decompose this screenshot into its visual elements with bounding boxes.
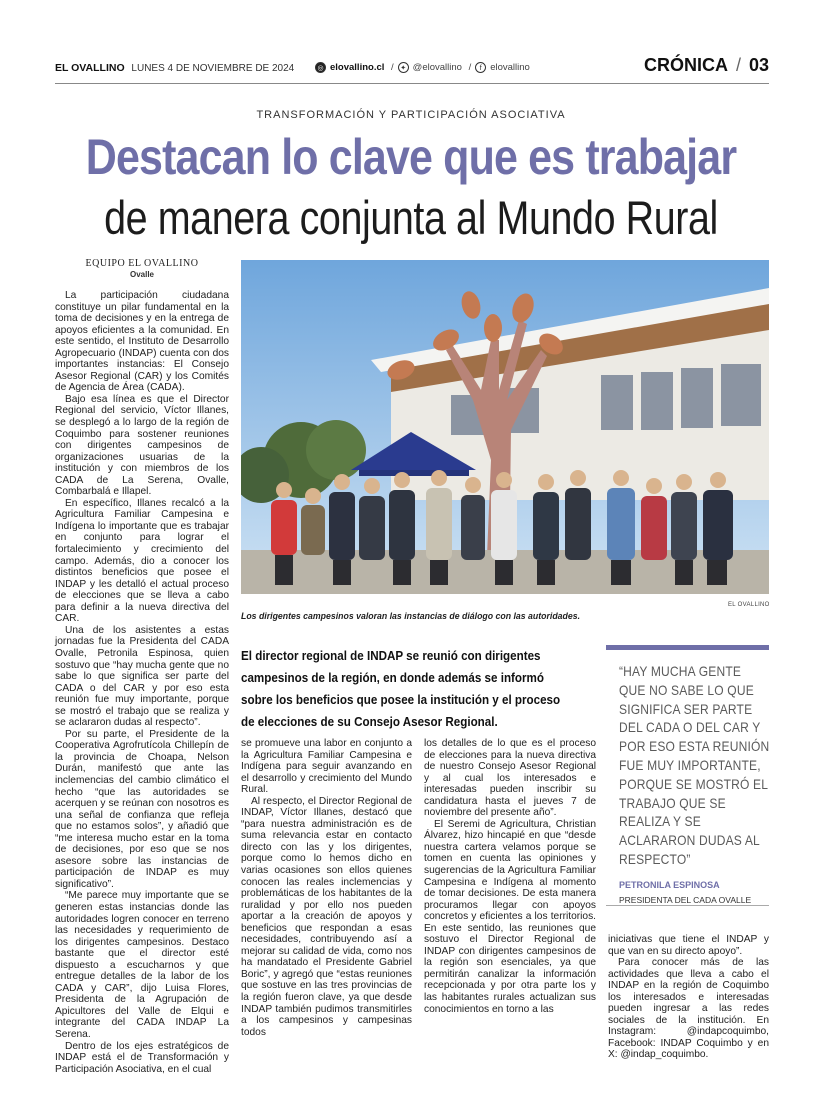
- kicker: TRANSFORMACIÓN Y PARTICIPACIÓN ASOCIATIVA: [256, 109, 566, 121]
- globe-icon: ◎: [315, 62, 326, 73]
- headline-line-1: Destacan lo clave que es trabajar: [85, 129, 737, 185]
- site-link[interactable]: elovallino.cl: [330, 62, 385, 73]
- masthead: [55, 62, 294, 74]
- issue-date: LUNES 4 DE NOVIEMBRE DE 2024: [131, 63, 295, 74]
- facebook-icon: f: [475, 62, 486, 73]
- facebook-handle[interactable]: elovallino: [490, 62, 530, 73]
- paragraph: “Me parece muy importante que se generen estas instancias donde las autoridades logren conocer en terreno las necesidades y requerimiento de los dirigentes campesinos. Destaco bastante que el director esté dispuesto a escucharnos y que entregue detalles de la labor de los CADA y CAR”, dijo Luisa Flores, Presidenta de la Agrupación de Apicultores del Valle de Elqui e integrante del CADA INDAP La Serena.: [55, 890, 229, 1040]
- paragraph: Dentro de los ejes estratégicos de INDAP está el de Transformación y Participación Asociativa, en el cual: [55, 1040, 229, 1075]
- paragraph: Una de los asistentes a estas jornadas fue la Presidenta del CADA Ovalle, Petronila Espinosa, quien sostuvo que “hay mucha gente que no sabe lo que significa ser parte del CADA o del CAR y por eso esta reunión fue muy importante, porque se mostró el trabajo que se realiza y se aclararon dudas al respecto”.: [55, 624, 229, 729]
- paragraph: Por su parte, el Presidente de la Cooperativa Agrofrutícola Chillepín de la provincia de Choapa, Nelson Durán, manifestó que ante las inclemencias del cambio climático el hecho “que las autoridades se acerquen y se reúnan con nosotros es una señal de confianza que refleja que no estamos solos”, y añadió que “me interesa mucho estar en la toma de decisiones, por eso que se nos asesore sobre las instancias de participación de INDAP es muy significativo”.: [55, 728, 229, 890]
- body-column-2: [241, 738, 412, 1038]
- section-label: CRÓNICA / 03: [643, 55, 769, 75]
- article-photo: [241, 260, 769, 594]
- article-lead: El director regional de INDAP se reunió con dirigentes campesinos de la región, en donde además se informó sobre los beneficios que posee la institución y el proceso de elecciones de su Consejo Asesor Regional.: [241, 649, 561, 729]
- header-divider: [55, 83, 769, 84]
- paragraph: iniciativas que tiene el INDAP y que van en su directo apoyo”.: [608, 934, 769, 957]
- paragraph: La participación ciudadana constituye un pilar fundamental en la toma de decisiones y en la entrega de apoyos eficientes a la comunidad. En este sentido, el Instituto de Desarrollo Agropecuario (INDAP) cuenta con dos importantes instancias: El Consejo Asesor Regional (CAR) y los Comités de Agencia de Área (CADA).: [55, 290, 229, 394]
- twitter-handle[interactable]: @elovallino: [412, 62, 462, 73]
- body-column-3: [424, 738, 596, 1015]
- paragraph: Para conocer más de las actividades que lleva a cabo el INDAP en la región de Coquimbo los interesados e interesadas pueden ingresar a las redes sociales de la institución. En Instagram: @indapcoquimbo, Facebook: INDAP Coquimbo y en X: @indap_coquimbo.: [608, 957, 769, 1061]
- pullquote-name: PETRONILA ESPINOSA: [619, 880, 720, 890]
- paragraph: se promueve una labor en conjunto a la Agricultura Familiar Campesina e Indígena para seguir avanzando en el desarrollo y crecimiento del Mundo Rural.: [241, 738, 412, 796]
- pullquote-role: PRESIDENTA DEL CADA OVALLE: [619, 895, 752, 905]
- paragraph: Bajo esa línea es que el Director Regional del servicio, Víctor Illanes, se desplegó a lo largo de la región de Coquimbo para sostener reuniones con dirigentes campesinos de organizaciones usuarias de la institución y con miembros de los CADA de La Serena, Ovalle, Combarbalá e Illapel.: [55, 393, 229, 498]
- paragraph: El Seremi de Agricultura, Christian Álvarez, hizo hincapié en que “desde nuestra cartera velamos porque se tomen en cuenta las opiniones y sugerencias de la Agricultura Familiar Campesina e Indígena al momento de tomar decisiones. De esta manera procuramos llegar con apoyos concretos y eficientes a los territorios. En este sentido, las reuniones que sostuvo el Director Regional de INDAP con dirigentes campesinos de la región son esenciales, ya que permitirán canalizar la información recepcionada y por otra parte los y las habitantes rurales actualizan sus conocimientos en torno a las: [424, 818, 596, 1015]
- paragraph: Al respecto, el Director Regional de INDAP, Víctor Illanes, destacó que “para nuestra administración es de suma relevancia estar en contacto directo con las y los dirigentes, porque como lo hemos dicho en varias ocasiones son ellos quienes conocen las reales inclemencias y problemáticas de los habitantes de la ruralidad y por ello nos pueden aportar a la creación de apoyos y beneficios que respondan a esas necesidades, contribuyendo así a mejorar su calidad de vida, como nos ha mandatado el Presidente Gabriel Boric”, y agregó que “estas reuniones que sostuve en las tres provincias de la región fueron clave, ya que desde INDAP también pudimos transmitirles a los campesinos y campesinas todos: [241, 795, 412, 1038]
- pullquote-bottom-rule: [606, 905, 769, 906]
- page-number: 03: [748, 55, 769, 75]
- pullquote-text: “HAY MUCHA GENTE QUE NO SABE LO QUE SIGNIFICA SER PARTE DEL CADA O DEL CAR Y POR ESO ESTA REUNIÓN FUE MUY IMPORTANTE, PORQUE SE MOSTRÓ EL TRABAJO QUE SE REALIZA Y SE ACLARARON DUDAS AL RESPECTO”: [619, 663, 770, 867]
- paragraph: En específico, Illanes recalcó a la Agricultura Familiar Campesina e Indígena lo importante que es trabajar en conjunto para lograr el fortalecimiento y crecimiento del campo. Además, dio a conocer los distintos beneficios que posee el INDAP y les detalló el actual proceso de elecciones que se lleva a cabo para definir a la nueva directiva del CAR.: [55, 497, 229, 625]
- paragraph: los detalles de lo que es el proceso de elecciones para la nueva directiva de nuestro Consejo Asesor Regional y al cual los interesados e interesadas pueden inscribir su candidatura hasta el jueves 7 de noviembre del presente año”.: [424, 738, 596, 819]
- byline-location: Ovalle: [129, 270, 154, 279]
- body-column-4: [608, 934, 769, 1061]
- photo-caption: Los dirigentes campesinos valoran las instancias de diálogo con las autoridades.: [241, 611, 581, 622]
- byline: EQUIPO EL OVALLINO: [85, 258, 199, 269]
- paper-name: EL OVALLINO: [55, 62, 125, 74]
- section-name: CRÓNICA: [643, 55, 728, 75]
- twitter-icon: ✦: [398, 62, 409, 73]
- pullquote-rule: [606, 645, 769, 650]
- photo-credit: EL OVALLINO: [728, 602, 770, 608]
- headline-line-2: de manera conjunta al Mundo Rural: [104, 191, 718, 244]
- body-column-1: [55, 290, 229, 1075]
- social-links: ◎ elovallino.cl / ✦ @elovallino / f elovallino: [315, 62, 530, 73]
